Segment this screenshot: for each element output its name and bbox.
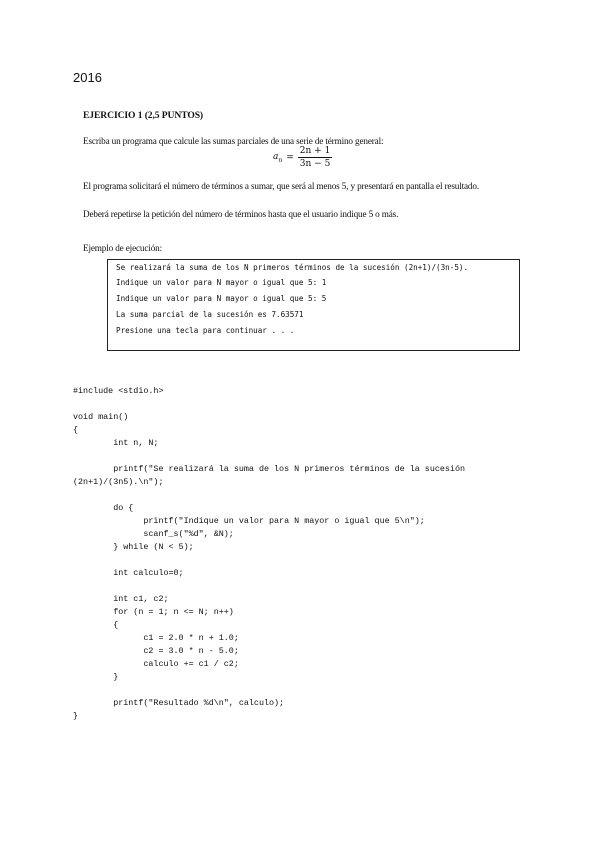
intro-paragraph: Escriba un programa que calcule las sumas parciales de una serie de término general: (83, 136, 384, 146)
code-line (73, 490, 465, 503)
code-line: { (73, 620, 119, 630)
code-line (73, 555, 465, 568)
code-line: printf("Indique un valor para N mayor o igual que 5\n"); (73, 516, 425, 526)
console-line: Indique un valor para N mayor o igual que 5: 1 (116, 278, 327, 287)
console-line: La suma parcial de la sucesión es 7.63571 (116, 310, 304, 319)
general-term-formula (273, 146, 332, 169)
console-line: Indique un valor para N mayor o igual que 5: 5 (116, 294, 327, 303)
code-line: scanf_s("%d", &N); (73, 529, 234, 539)
code-line: void main() (73, 412, 129, 422)
code-line (73, 451, 465, 464)
formula-equals: = (286, 152, 294, 163)
code-line: int calculo=0; (73, 568, 184, 578)
source-code-block (73, 386, 465, 724)
code-line: c2 = 3.0 * n - 5.0; (73, 646, 239, 656)
console-line: Se realizará la suma de los N primeros términos de la sucesión (2n+1)/(3n-5). (116, 263, 469, 272)
code-line: int n, N; (73, 438, 159, 448)
console-output-box (107, 259, 520, 351)
code-line: } (73, 672, 119, 682)
formula-fraction (298, 146, 333, 169)
repeat-paragraph: Deberá repetirse la petición del número de términos hasta que el usuario indique 5 o más. (83, 209, 399, 219)
code-line: int c1, c2; (73, 594, 169, 604)
code-line: do { (73, 503, 134, 513)
exercise-heading: EJERCICIO 1 (2,5 PUNTOS) (83, 110, 204, 121)
code-line (73, 399, 465, 412)
code-line: printf("Se realizará la suma de los N primeros términos de la sucesión (73, 464, 466, 474)
code-line: } (73, 711, 79, 721)
code-line (73, 685, 465, 698)
code-line: calculo += c1 / c2; (73, 659, 239, 669)
code-line: } while (N < 5); (73, 542, 194, 552)
formula-numerator: 2n + 1 (299, 146, 331, 156)
code-line: { (73, 425, 79, 435)
code-line: #include <stdio.h> (73, 386, 164, 396)
formula-lhs: $a_n$ (273, 151, 283, 164)
code-line (73, 581, 465, 594)
year-label: 2016 (73, 70, 102, 85)
code-line: for (n = 1; n <= N; n++) (73, 607, 234, 617)
code-line: c1 = 2.0 * n + 1.0; (73, 633, 239, 643)
console-line: Presione una tecla para continuar . . . (116, 326, 295, 335)
code-line: printf("Resultado %d\n", calculo); (73, 698, 285, 708)
example-label: Ejemplo de ejecución: (83, 243, 162, 253)
requirements-paragraph: El programa solicitará el número de términos a sumar, que será al menos 5, y presentará en pantalla el resultado. (83, 181, 479, 191)
formula-denominator: 3n − 5 (299, 159, 331, 169)
code-line: (2n+1)/(3n5).\n"); (73, 477, 164, 487)
